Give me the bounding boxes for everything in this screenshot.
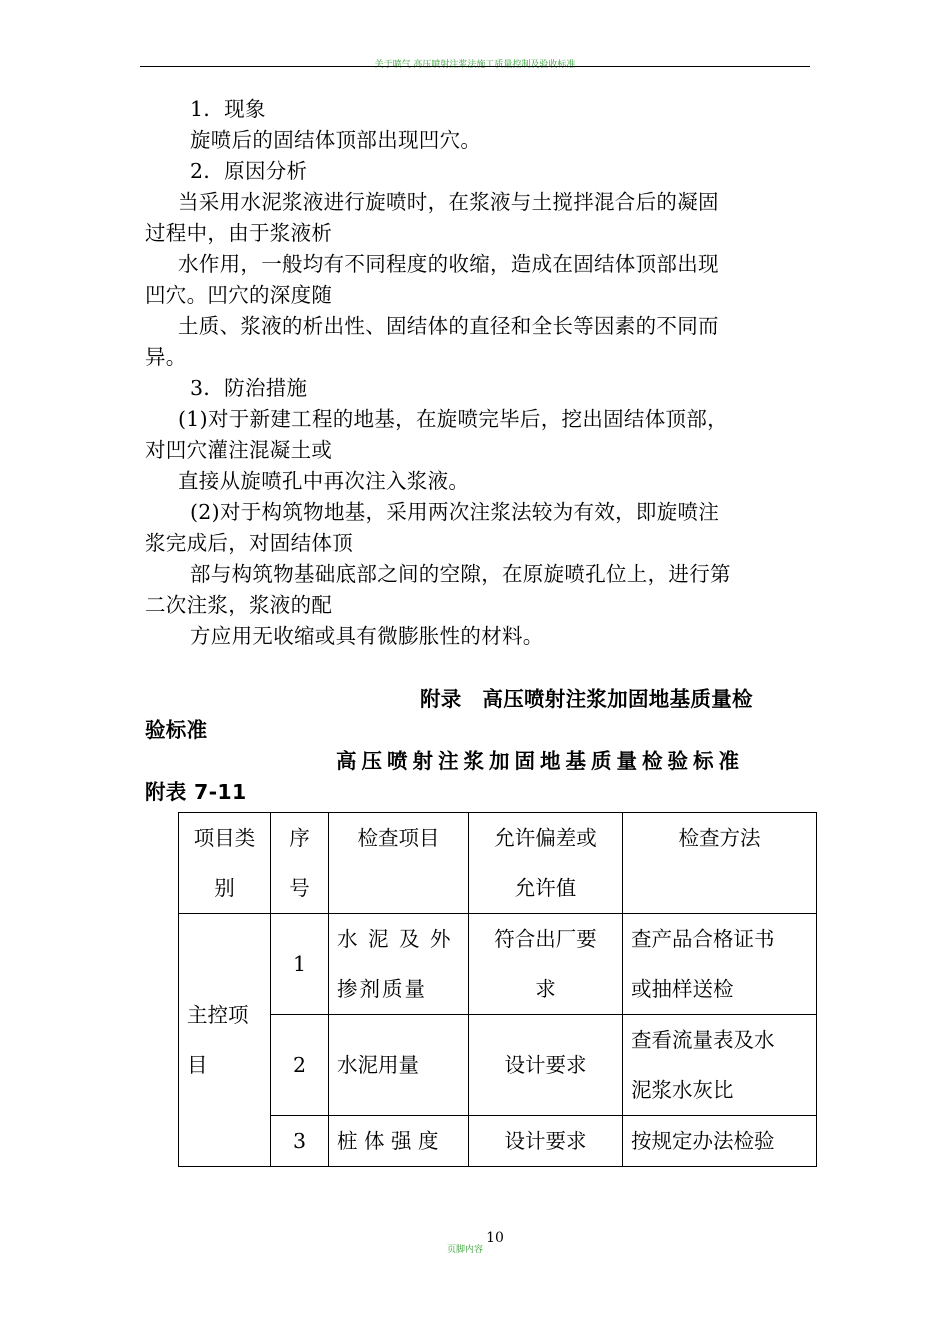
table-title: 高压喷射注浆加固地基质量检验标准	[336, 749, 744, 773]
row-item: 桩 体 强 度	[329, 1116, 469, 1167]
row-method: 查看流量表及水 泥浆水灰比	[623, 1015, 817, 1116]
body-line: 浆完成后，对固结体顶	[145, 531, 353, 555]
heading-phenomenon: 1．现象	[190, 97, 266, 121]
page-number: 10	[486, 1230, 504, 1246]
table-number: 附表 7-11	[145, 780, 247, 804]
body-line: 方应用无收缩或具有微膨胀性的材料。	[190, 624, 544, 648]
table-header-row	[179, 813, 817, 914]
header-tolerance: 允许偏差或 允许值	[469, 813, 623, 914]
row-tolerance: 设计要求	[469, 1015, 623, 1116]
row-tolerance: 设计要求	[469, 1116, 623, 1167]
body-line: 直接从旋喷孔中再次注入浆液。	[178, 469, 470, 493]
header-method: 检查方法	[623, 813, 817, 914]
body-line: 二次注浆，浆液的配	[145, 593, 333, 617]
heading-cause: 2．原因分析	[190, 159, 308, 183]
body-line: 异。	[145, 345, 187, 369]
header-seq: 序 号	[271, 813, 329, 914]
table-row	[179, 1015, 817, 1116]
body-line: 水作用，一般均有不同程度的收缩，造成在固结体顶部出现	[178, 252, 719, 276]
appendix-title-cont: 验标准	[145, 718, 208, 742]
table-row	[179, 914, 817, 1015]
body-line: (2)对于构筑物地基，采用两次注浆法较为有效，即旋喷注	[190, 500, 720, 524]
page-header-text: 关于喷气 高压喷射注浆法施工质量控制及验收标准	[374, 60, 576, 70]
body-line: 旋喷后的固结体顶部出现凹穴。	[190, 128, 482, 152]
table-row	[179, 1116, 817, 1167]
row-seq: 1	[271, 914, 329, 1015]
heading-measures: 3．防治措施	[190, 376, 308, 400]
body-line: 土质、浆液的析出性、固结体的直径和全长等因素的不同而	[178, 314, 719, 338]
body-line: 过程中，由于浆液析	[145, 221, 333, 245]
header-item: 检查项目	[329, 813, 469, 914]
footer-text: 页脚内容	[446, 1245, 483, 1255]
row-method: 查产品合格证书 或抽样送检	[623, 914, 817, 1015]
row-item: 水泥用量	[329, 1015, 469, 1116]
body-line: 当采用水泥浆液进行旋喷时，在浆液与土搅拌混合后的凝固	[178, 190, 719, 214]
group-label: 主控项 目	[179, 914, 271, 1167]
body-line: 凹穴。凹穴的深度随	[145, 283, 333, 307]
row-seq: 2	[271, 1015, 329, 1116]
row-seq: 3	[271, 1116, 329, 1167]
body-line: 部与构筑物基础底部之间的空隙，在原旋喷孔位上，进行第	[190, 562, 731, 586]
body-line: (1)对于新建工程的地基，在旋喷完毕后，挖出固结体顶部，	[178, 407, 728, 431]
header-rule	[140, 66, 810, 67]
appendix-title: 附录 高压喷射注浆加固地基质量检	[420, 687, 753, 711]
quality-table	[178, 812, 817, 1167]
row-method: 按规定办法检验	[623, 1116, 817, 1167]
header-category: 项目类 别	[179, 813, 271, 914]
row-tolerance: 符合出厂要 求	[469, 914, 623, 1015]
row-item: 水 泥 及 外 掺剂质量	[329, 914, 469, 1015]
body-line: 对凹穴灌注混凝土或	[145, 438, 333, 462]
